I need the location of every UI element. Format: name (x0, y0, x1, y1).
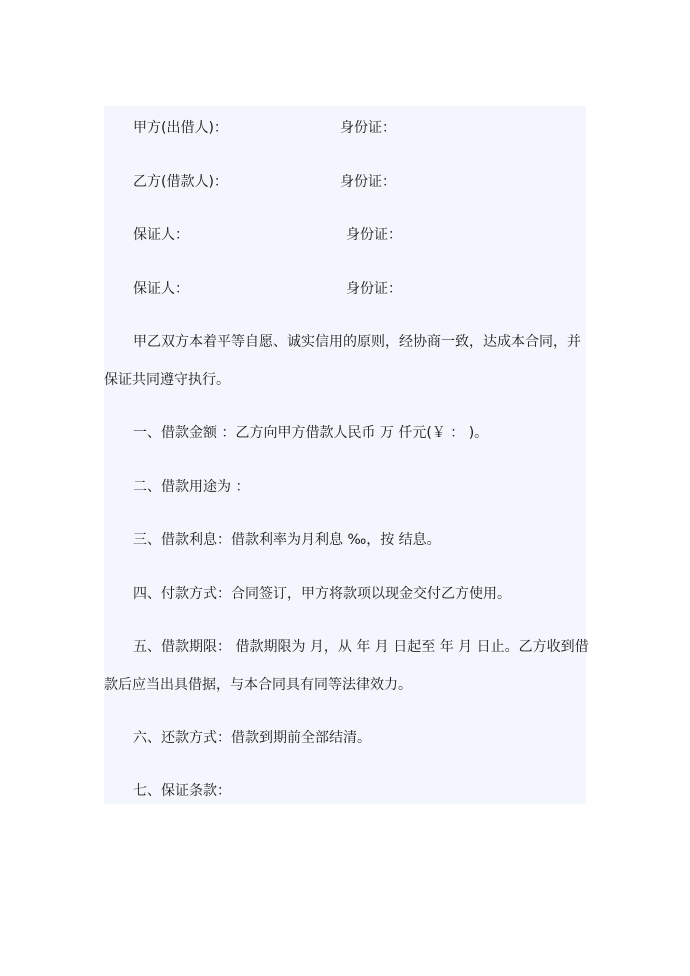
guarantor-2-id-label: 身份证： (346, 281, 402, 297)
intro-paragraph-line-2: 保证共同遵守执行。 (104, 372, 230, 388)
clause-2-purpose: 二、借款用途为 ： (133, 479, 250, 495)
guarantor-1-label: 保证人： (133, 227, 189, 243)
borrower-id-label: 身份证： (340, 174, 396, 190)
guarantor-2-label: 保证人： (133, 281, 189, 297)
clause-1-amount: 一、借款金额 ：乙方向甲方借款人民币 万 仟元(￥ ： )。 (133, 425, 489, 441)
clause-3-interest: 三、借款利息：借款利率为月利息 ‰，按 结息。 (133, 532, 441, 548)
borrower-label: 乙方(借款人)： (133, 174, 228, 190)
guarantor-1-id-label: 身份证： (346, 227, 402, 243)
clause-4-payment: 四、付款方式：合同签订，甲方将款项以现金交付乙方使用。 (133, 586, 511, 602)
lender-label: 甲方(出借人)： (133, 120, 228, 136)
clause-5-term-line-2: 款后应当出具借据，与本合同具有同等法律效力。 (104, 677, 412, 693)
clause-7-guarantee: 七、保证条款： (133, 783, 231, 799)
clause-6-repayment: 六、还款方式：借款到期前全部结清。 (133, 730, 371, 746)
intro-paragraph-line-1: 甲乙双方本着平等自愿、诚实信用的原则，经协商一致，达成本合同，并 (133, 334, 581, 350)
clause-5-term-line-1: 五、借款期限： 借款期限为 月，从 年 月 日起至 年 月 日止。乙方收到借 (133, 639, 589, 655)
lender-id-label: 身份证： (340, 120, 396, 136)
contract-content-block (104, 106, 586, 804)
